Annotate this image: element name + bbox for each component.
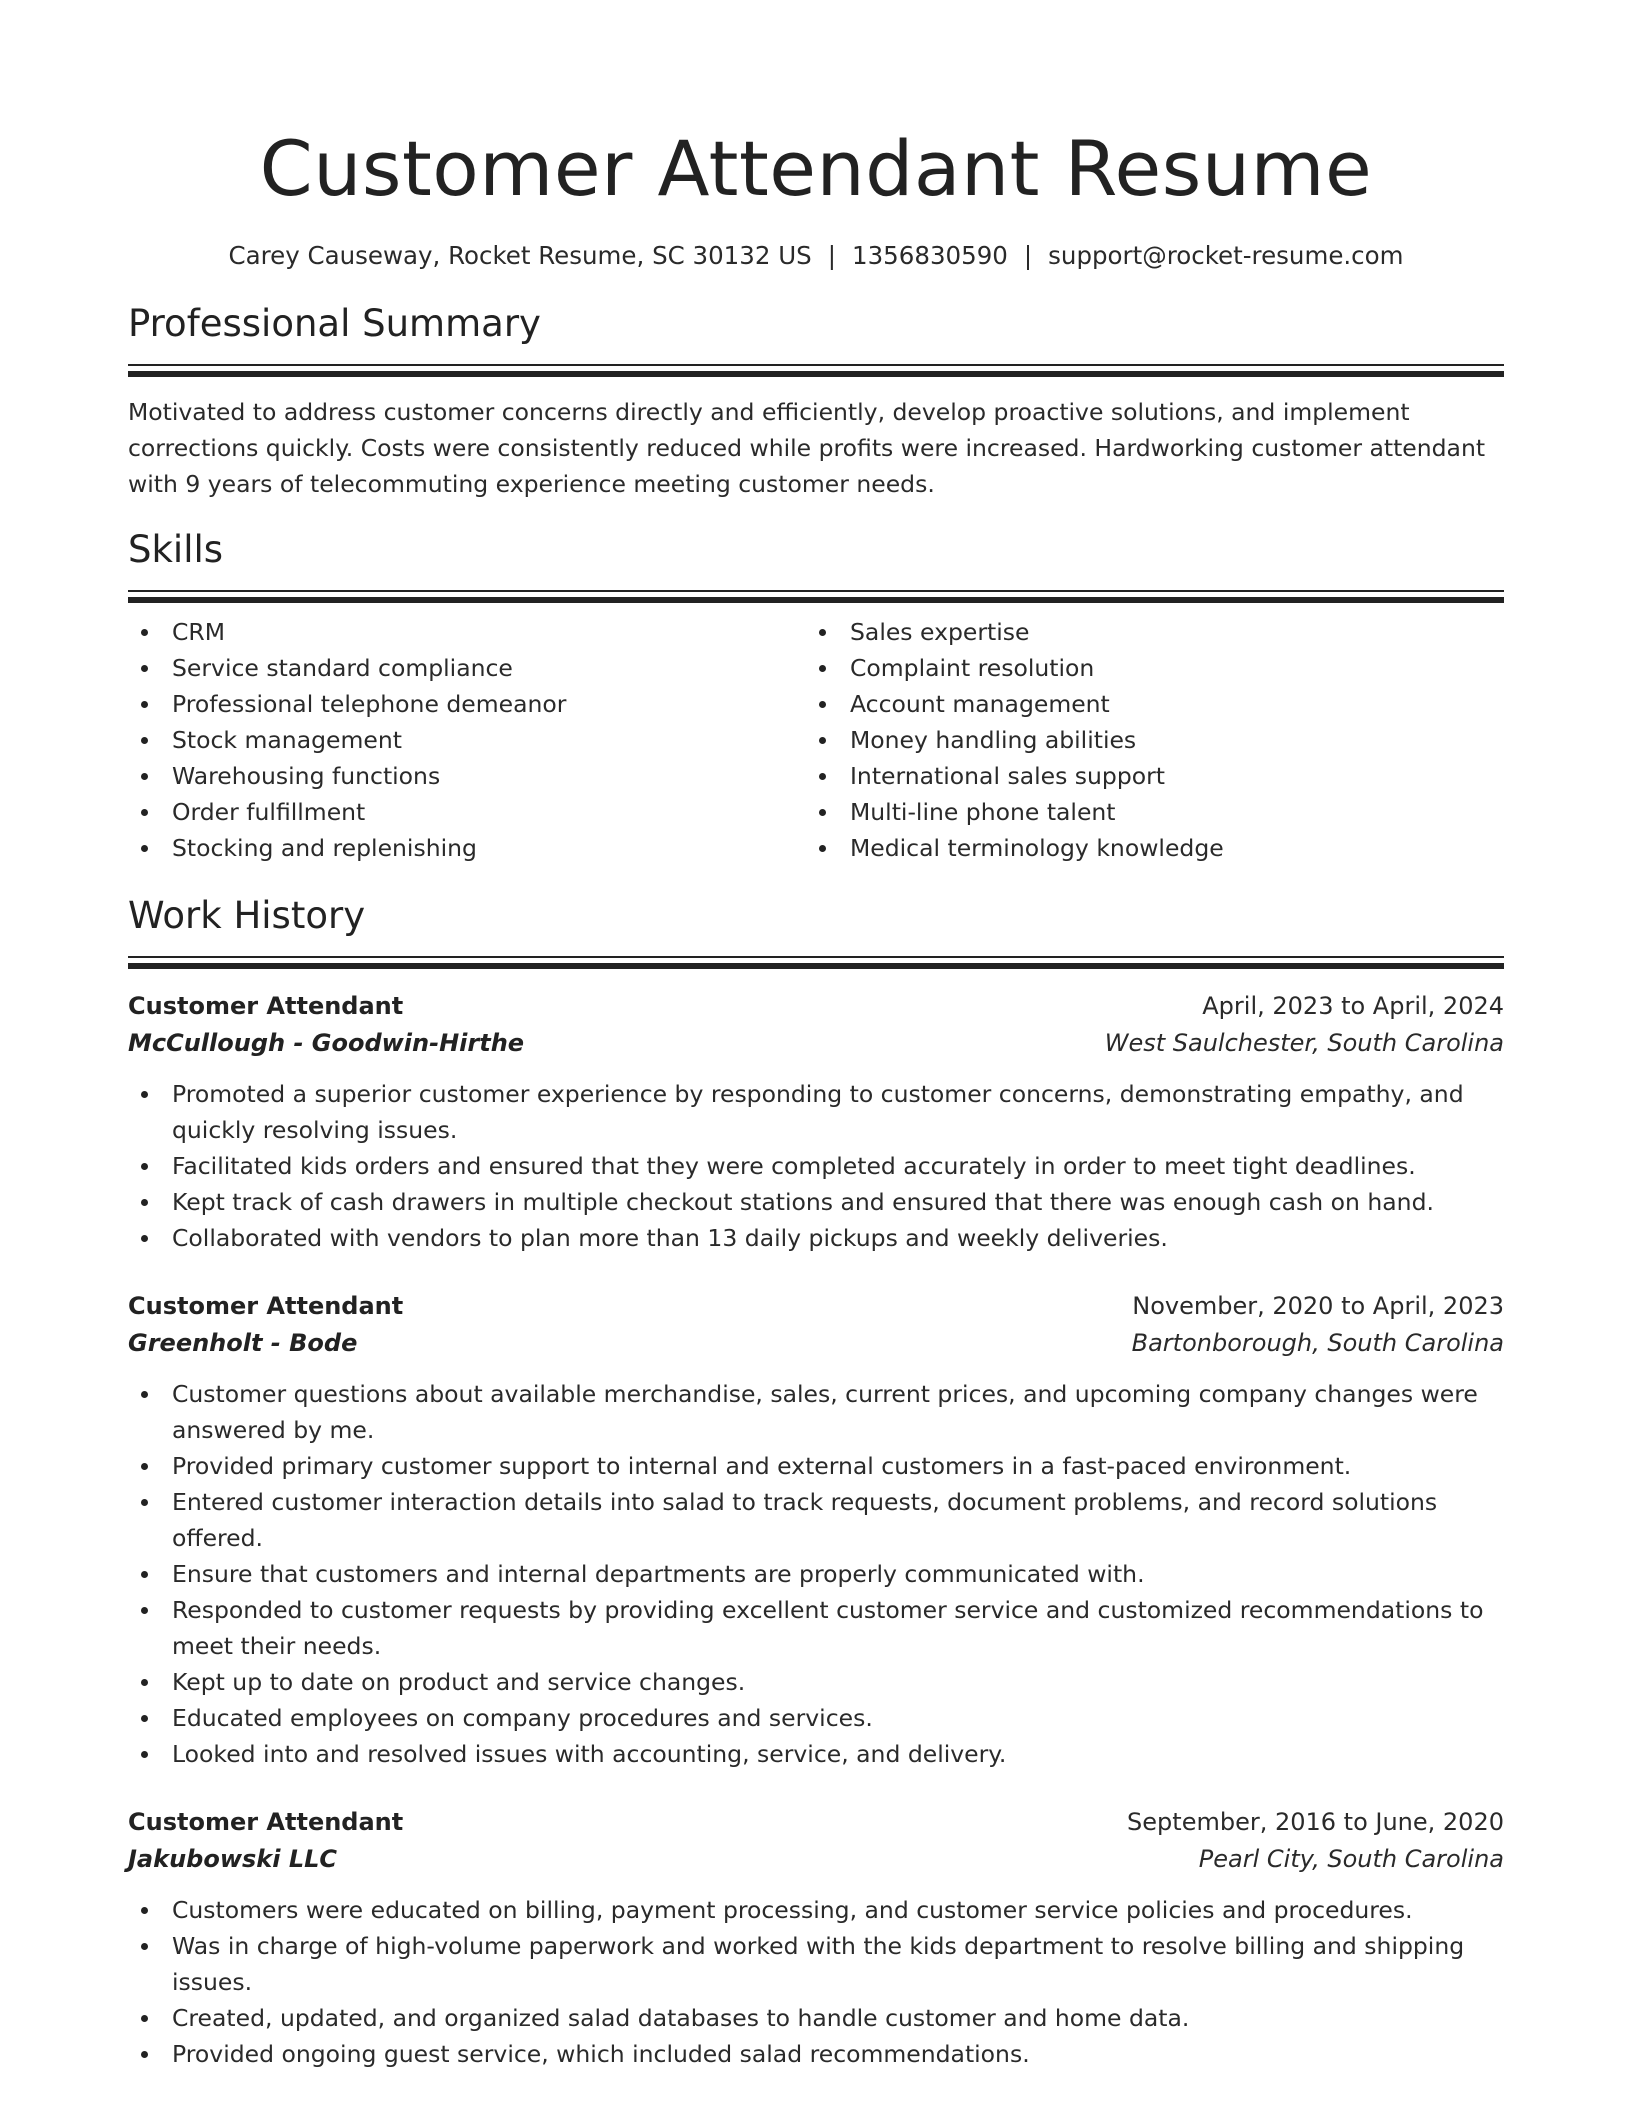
page-title: Customer Attendant Resume (259, 124, 1373, 213)
job-dates: April, 2023 to April, 2024 (1202, 992, 1504, 1020)
skills-section (128, 526, 1504, 866)
skill-item: Warehousing functions (128, 758, 806, 794)
job-company-row (128, 1324, 1504, 1362)
contact-phone[interactable]: 1356830590 (852, 241, 1008, 270)
skill-item: Stock management (128, 722, 806, 758)
skills-list-right (806, 614, 1484, 866)
section-divider (128, 364, 1504, 374)
duty-item: Provided primary customer support to internal and external customers in a fast-paced environment. (128, 1448, 1504, 1484)
duty-item: Was in charge of high-volume paperwork and worked with the kids department to resolve billing and shipping issues. (128, 1928, 1504, 2000)
duty-item: Kept track of cash drawers in multiple checkout stations and ensured that there was enough cash on hand. (128, 1184, 1504, 1220)
job-title: Customer Attendant (128, 992, 404, 1020)
summary-text: Motivated to address customer concerns directly and efficiently, develop proactive solutions, and implement corrections quickly. Costs were consistently reduced while profits were increased. Hardworking customer attendant with 9 years of telecommuting experience meeting customer needs. (128, 398, 1486, 498)
job-duties (128, 1892, 1504, 2072)
duty-item: Responded to customer requests by providing excellent customer service and customized recommendations to meet their needs. (128, 1592, 1504, 1664)
job-location: Bartonborough, South Carolina (1131, 1329, 1504, 1357)
skill-item: Stocking and replenishing (128, 830, 806, 866)
skills-columns (128, 614, 1504, 866)
skill-item: Professional telephone demeanor (128, 686, 806, 722)
duty-item: Collaborated with vendors to plan more than 13 daily pickups and weekly deliveries. (128, 1220, 1504, 1256)
skill-item: Money handling abilities (806, 722, 1484, 758)
section-divider (128, 956, 1504, 966)
duty-item: Kept up to date on product and service changes. (128, 1664, 1504, 1700)
summary-section (128, 300, 1504, 502)
contact-address: Carey Causeway, Rocket Resume, SC 30132 US (228, 241, 812, 270)
job-duties (128, 1076, 1504, 1256)
duty-item: Promoted a superior customer experience by responding to customer concerns, demonstrating empathy, and quickly resolving issues. (128, 1076, 1504, 1148)
skills-list-left (128, 614, 806, 866)
skill-item: International sales support (806, 758, 1484, 794)
work-history-section (128, 892, 1504, 2072)
duty-item: Customers were educated on billing, payment processing, and customer service policies and procedures. (128, 1892, 1504, 1928)
job-entry (128, 1804, 1504, 2072)
job-title: Customer Attendant (128, 1292, 404, 1320)
job-entry (128, 1288, 1504, 1772)
job-company: Jakubowski LLC (128, 1845, 338, 1873)
skill-item: Service standard compliance (128, 650, 806, 686)
skill-item: Sales expertise (806, 614, 1484, 650)
job-location: Pearl City, South Carolina (1198, 1845, 1504, 1873)
skill-item: CRM (128, 614, 806, 650)
contact-line (128, 238, 1504, 274)
resume-page (128, 0, 1504, 2072)
job-company: Greenholt - Bode (128, 1329, 358, 1357)
section-heading-summary: Professional Summary (128, 302, 541, 345)
job-company-row (128, 1024, 1504, 1062)
duty-item: Created, updated, and organized salad databases to handle customer and home data. (128, 2000, 1504, 2036)
job-header-row (128, 1288, 1504, 1324)
job-header-row (128, 1804, 1504, 1840)
job-company-row (128, 1840, 1504, 1878)
duty-item: Customer questions about available merchandise, sales, current prices, and upcoming company changes were answered by me. (128, 1376, 1504, 1448)
duty-item: Provided ongoing guest service, which included salad recommendations. (128, 2036, 1504, 2072)
skill-item: Medical terminology knowledge (806, 830, 1484, 866)
duty-item: Looked into and resolved issues with accounting, service, and delivery. (128, 1736, 1504, 1772)
job-duties (128, 1376, 1504, 1772)
skill-item: Complaint resolution (806, 650, 1484, 686)
contact-email[interactable]: support@rocket-resume.com (1048, 241, 1404, 270)
job-title: Customer Attendant (128, 1808, 404, 1836)
job-entry (128, 988, 1504, 1256)
contact-separator: | (1023, 241, 1033, 270)
skill-item: Account management (806, 686, 1484, 722)
job-header-row (128, 988, 1504, 1024)
duty-item: Ensure that customers and internal departments are properly communicated with. (128, 1556, 1504, 1592)
duty-item: Educated employees on company procedures and services. (128, 1700, 1504, 1736)
job-dates: November, 2020 to April, 2023 (1132, 1292, 1504, 1320)
skill-item: Order fulfillment (128, 794, 806, 830)
section-heading-work-history: Work History (128, 894, 366, 937)
skill-item: Multi-line phone talent (806, 794, 1484, 830)
contact-separator: | (827, 241, 836, 270)
duty-item: Facilitated kids orders and ensured that they were completed accurately in order to meet tight deadlines. (128, 1148, 1504, 1184)
section-heading-skills: Skills (128, 528, 224, 571)
duty-item: Entered customer interaction details into salad to track requests, document problems, and record solutions offered. (128, 1484, 1504, 1556)
section-divider (128, 590, 1504, 600)
job-dates: September, 2016 to June, 2020 (1127, 1808, 1504, 1836)
job-location: West Saulchester, South Carolina (1104, 1029, 1504, 1057)
job-company: McCullough - Goodwin-Hirthe (128, 1029, 525, 1057)
